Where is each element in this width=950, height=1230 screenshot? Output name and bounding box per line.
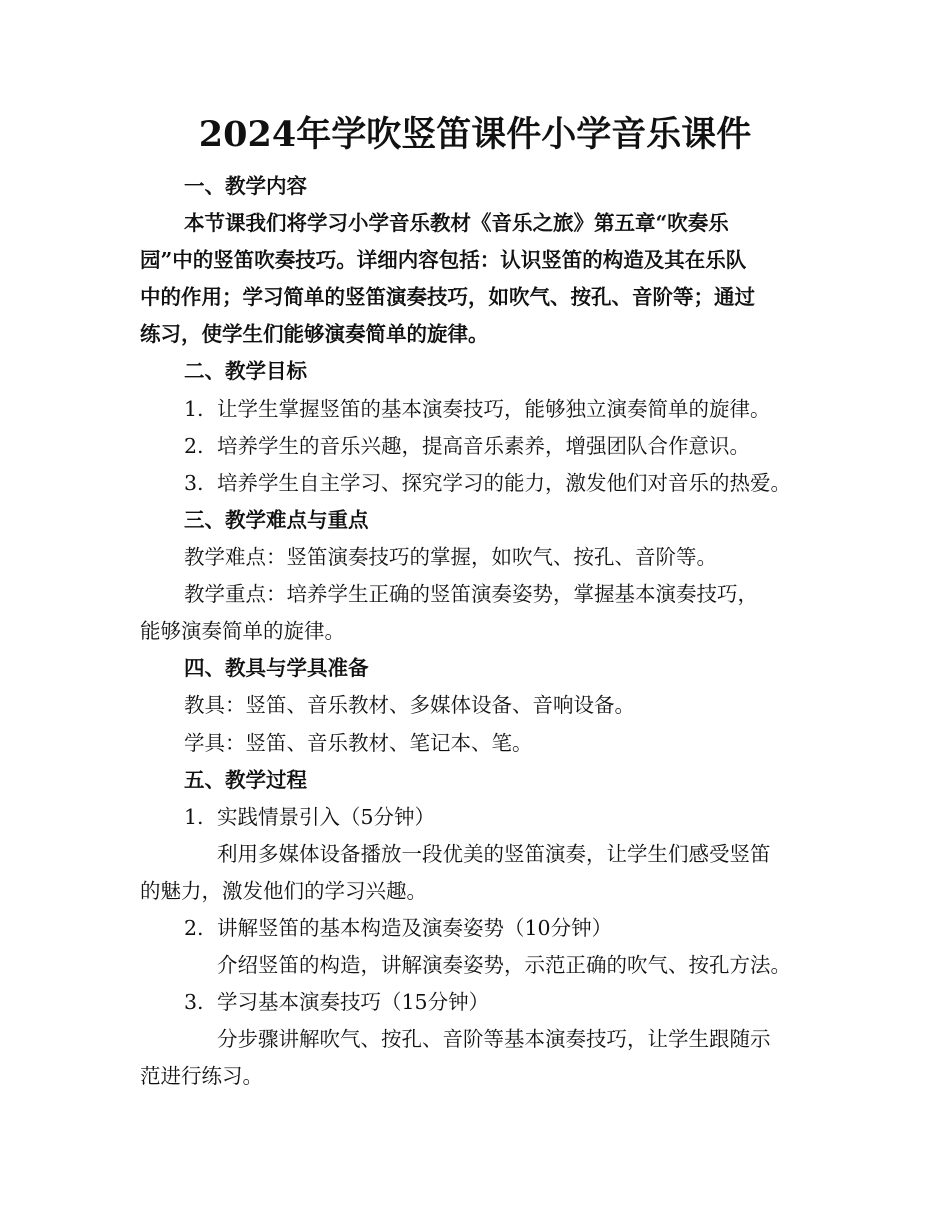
- list-text: 让学生掌握竖笛的基本演奏技巧，能够独立演奏简单的旋律。: [217, 397, 771, 421]
- step-body-line: 分步骤讲解吹气、按孔、音阶等基本演奏技巧，让学生跟随示: [217, 1027, 771, 1051]
- step-number: 1.: [184, 805, 204, 829]
- list-text: 培养学生自主学习、探究学习的能力，激发他们对音乐的热爱。: [217, 471, 791, 495]
- step-number: 3.: [184, 990, 204, 1014]
- step-title-text: 实践情景引入（5分钟）: [217, 805, 436, 829]
- paragraph-line: 练习，使学生们能够演奏简单的旋律。: [140, 322, 489, 346]
- paragraph-line: 教学重点：培养学生正确的竖笛演奏姿势，掌握基本演奏技巧，: [184, 582, 758, 606]
- paragraph-line: 中的作用；学习简单的竖笛演奏技巧，如吹气、按孔、音阶等；通过: [140, 285, 755, 309]
- list-number: 3.: [184, 471, 204, 495]
- list-number: 1.: [184, 397, 204, 421]
- step-body-line: 利用多媒体设备播放一段优美的竖笛演奏，让学生们感受竖笛: [217, 842, 771, 866]
- list-text: 培养学生的音乐兴趣，提高音乐素养，增强团队合作意识。: [217, 434, 750, 458]
- step-body-line: 范进行练习。: [140, 1064, 263, 1088]
- step-title: [184, 802, 864, 832]
- section-heading-difficulties: 三、教学难点与重点: [184, 508, 369, 532]
- paragraph-line: 本节课我们将学习小学音乐教材《音乐之旅》第五章“吹奏乐: [184, 211, 729, 235]
- list-number: 2.: [184, 434, 204, 458]
- step-title-text: 讲解竖笛的基本构造及演奏姿势（10分钟）: [217, 916, 613, 940]
- step-body-line: 介绍竖笛的构造，讲解演奏姿势，示范正确的吹气、按孔方法。: [217, 953, 791, 977]
- step-title-text: 学习基本演奏技巧（15分钟）: [217, 990, 490, 1014]
- list-item: [184, 394, 864, 424]
- paragraph-line: 园”中的竖笛吹奏技巧。详细内容包括：认识竖笛的构造及其在乐队: [140, 248, 747, 272]
- section-heading-objectives: 二、教学目标: [184, 359, 307, 383]
- paragraph-line: 教具：竖笛、音乐教材、多媒体设备、音响设备。: [184, 693, 635, 717]
- paragraph-line: 学具：竖笛、音乐教材、笔记本、笔。: [184, 731, 533, 755]
- step-number: 2.: [184, 916, 204, 940]
- paragraph-line: 能够演奏简单的旋律。: [140, 619, 345, 643]
- section-heading-content: 一、教学内容: [184, 174, 307, 198]
- list-item: [184, 431, 864, 461]
- step-body-line: 的魅力，激发他们的学习兴趣。: [140, 879, 427, 903]
- section-heading-process: 五、教学过程: [184, 768, 307, 792]
- document-title: 2024年学吹竖笛课件小学音乐课件: [198, 114, 752, 155]
- step-title: [184, 987, 864, 1017]
- paragraph-line: 教学难点：竖笛演奏技巧的掌握，如吹气、按孔、音阶等。: [184, 545, 717, 569]
- section-heading-materials: 四、教具与学具准备: [184, 656, 369, 680]
- list-item: [184, 468, 864, 498]
- step-title: [184, 913, 864, 943]
